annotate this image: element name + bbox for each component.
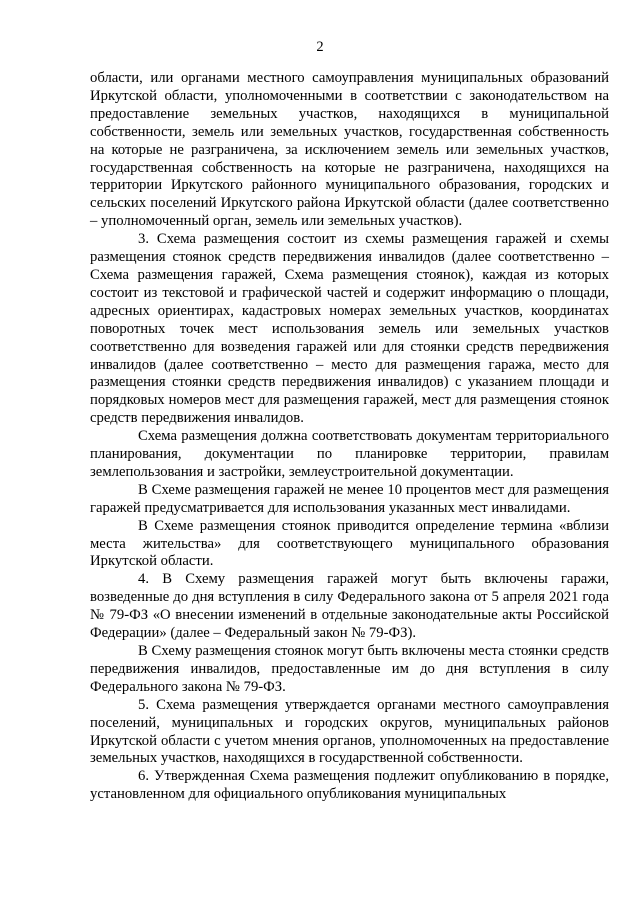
paragraph-parking-inclusion: В Схему размещения стоянок могут быть включены места стоянки средств передвижения инвалидов, предоставленные им до дня вступления в силу Федерального закона № 79-ФЗ. <box>90 643 609 695</box>
paragraph-item-6: 6. Утвержденная Схема размещения подлежит опубликованию в порядке, установленном для официального опубликования муниципальных <box>90 768 609 803</box>
paragraph-continuation: области, или органами местного самоуправления муниципальных образований Иркутской области, уполномоченными в соответствии с законодательством на предоставление земельных участков, находящихся в муниципальной собственности, земель или земельных участков, государственная собственность на которые не разграничена, за исключением земель или земельных участков, государственная собственность на которые не разграничена, находящихся на территории Иркутского районного муниципального образования, городских и сельских поселений Иркутского района Иркутской области (далее соответственно – уполномоченный орган, земель или земельных участков). <box>90 70 609 230</box>
paragraph-item-5: 5. Схема размещения утверждается органами местного самоуправления поселений, муниципальных и городских округов, муниципальных районов Иркутской области с учетом мнения органов, уполномоченных на предоставление земельных участков, находящихся в государственной собственности. <box>90 696 609 767</box>
paragraph-item-3: 3. Схема размещения состоит из схемы размещения гаражей и схемы размещения стоянок средств передвижения инвалидов (далее соответственно – Схема размещения гаражей, Схема размещения стоянок), каждая из которых состоит из текстовой и графической частей и содержит информацию о площади, адресных ориентирах, кадастровых номерах земельных участков, координатах поворотных точек мест использования земель или земельных участков соответственно для возведения гаражей или для стоянки средств передвижения инвалидов (далее соответственно – место для размещения гаража, место для размещения стоянки средств передвижения инвалидов) с указанием площади и порядковых номеров мест для размещения гаражей, мест для размещения стоянок средств передвижения инвалидов. <box>90 231 609 427</box>
paragraph-near-residence: В Схеме размещения стоянок приводится определение термина «вблизи места жительства» для соответствующего муниципального образования Иркутской области. <box>90 517 609 570</box>
page-number: 2 <box>316 39 324 55</box>
paragraph-compliance: Схема размещения должна соответствовать документам территориального планирования, документации по планировке территории, правилам землепользования и застройки, землеустроительной документации. <box>90 428 609 480</box>
paragraph-disabled-garages: В Схеме размещения гаражей не менее 10 процентов мест для размещения гаражей предусматривается для использования указанных мест инвалидами. <box>90 481 609 516</box>
document-body <box>90 70 609 804</box>
paragraph-item-4: 4. В Схему размещения гаражей могут быть включены гаражи, возведенные до дня вступления в силу Федерального закона от 5 апреля 2021 года № 79-ФЗ «О внесении изменений в отдельные законодательные акты Российской Федерации» (далее – Федеральный закон № 79-ФЗ). <box>90 571 609 642</box>
